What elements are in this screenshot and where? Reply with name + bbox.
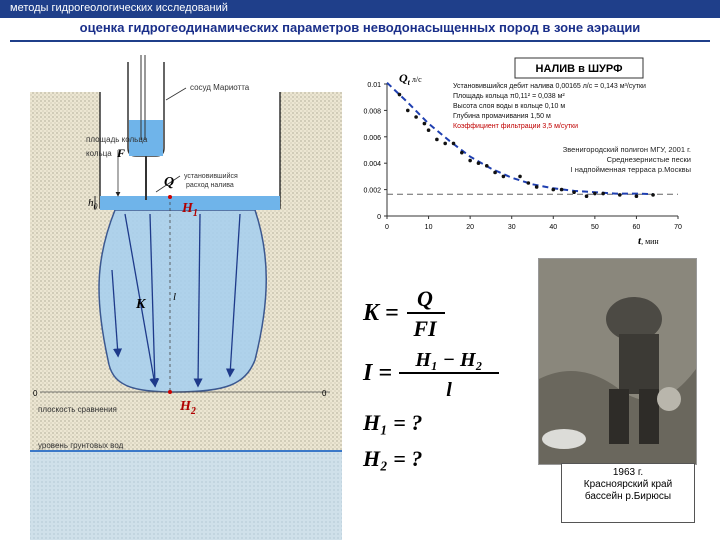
y-tick-label: 0 xyxy=(377,214,381,221)
i-formula-num: H₁ − H₂ xyxy=(415,349,483,371)
y-tick-label: 0.008 xyxy=(363,108,381,116)
infiltration-diagram xyxy=(0,42,360,540)
flow-chart xyxy=(345,56,720,246)
k-label: K xyxy=(136,297,146,312)
x-tick-label: 0 xyxy=(385,224,389,231)
chart-note: Площадь кольца π0,11² = 0,038 м² xyxy=(453,93,565,100)
y-tick-label: 0.01 xyxy=(367,82,381,89)
pit-outline xyxy=(100,92,280,208)
data-point xyxy=(493,171,497,175)
comparison-plane-label: плоскость сравнения xyxy=(38,405,117,414)
x-tick-label: 10 xyxy=(424,224,433,231)
data-point xyxy=(423,122,427,126)
data-point xyxy=(398,93,402,97)
chart-title: НАЛИВ в ШУРФ xyxy=(535,63,623,75)
mariotte-label: сосуд Мариотта xyxy=(190,83,250,92)
photo-image xyxy=(539,259,696,464)
chart-note: Глубина промачивания 1,50 м xyxy=(453,113,551,120)
site-note: I надпойменная терраса р.Москвы xyxy=(570,165,691,174)
zero-left: 0 xyxy=(33,389,38,398)
x-tick-label: 70 xyxy=(674,224,682,231)
data-point xyxy=(477,161,481,165)
i-formula-den: l xyxy=(446,379,452,401)
data-point xyxy=(406,109,410,113)
k-formula-num: Q xyxy=(417,286,433,311)
data-point xyxy=(618,193,622,197)
h2-question: H₂ = ? xyxy=(363,446,423,471)
ring-area-label: площадь кольца xyxy=(86,135,148,144)
data-point xyxy=(414,115,418,119)
h1-label: $H_1$ xyxy=(182,201,198,219)
page-subtitle: оценка гидрогеодинамических параметров неводонасыщенных пород в зоне аэрации xyxy=(79,20,641,35)
wetting-front xyxy=(99,210,266,392)
chart-note: Высота слоя воды в кольце 0,10 м xyxy=(453,103,566,110)
data-point xyxy=(427,128,431,132)
flow-symbol: Q xyxy=(164,175,175,190)
site-note: Звенигородский полигон МГУ, 2001 г. xyxy=(562,145,691,154)
groundwater-zone xyxy=(30,450,342,540)
y-tick-label: 0.004 xyxy=(363,161,381,169)
l-label: l xyxy=(173,291,177,303)
data-point xyxy=(560,188,564,192)
data-point xyxy=(452,142,456,146)
x-tick-label: 30 xyxy=(507,224,516,231)
k-formula-lhs: K = xyxy=(363,300,399,326)
x-tick-label: 60 xyxy=(632,224,641,231)
field-photo xyxy=(538,258,697,465)
x-tick-label: 20 xyxy=(466,224,475,231)
data-point xyxy=(518,175,522,179)
y-tick-label: 0.002 xyxy=(363,187,381,195)
zero-right: 0 xyxy=(322,389,327,398)
data-point xyxy=(551,188,555,192)
formulas xyxy=(355,280,535,480)
ring-area-symbol: F xyxy=(117,146,126,160)
chart-note: Коэффициент фильтрации 3,5 м/сутки xyxy=(453,123,579,130)
x-tick-label: 40 xyxy=(549,224,558,231)
data-point xyxy=(485,164,489,168)
x-tick-label: 50 xyxy=(590,224,599,231)
y-tick-label: 0.006 xyxy=(363,134,381,142)
chart-note: Установившийся дебит налива 0,00165 л/с = 0,143 м³/сутки xyxy=(453,83,646,90)
header-title: методы гидрогеологических исследований xyxy=(10,2,228,14)
data-point xyxy=(593,192,597,196)
h0-label: $h_0$ xyxy=(88,197,98,211)
svg-text:кольца: кольца xyxy=(86,149,112,158)
data-point xyxy=(443,142,447,146)
photo-caption: 1963 г. Красноярский край бассейн р.Бирюсы xyxy=(561,463,695,523)
data-point xyxy=(572,190,576,194)
data-point xyxy=(460,151,464,155)
y-axis-label: $Q_t$ $^{л/с}$ xyxy=(399,71,422,87)
data-point xyxy=(527,181,531,185)
header-bar xyxy=(0,0,720,18)
h2-label: $H_2$ xyxy=(180,399,196,417)
data-point xyxy=(502,175,506,179)
site-note: Среднезернистые пески xyxy=(606,155,691,164)
groundwater-label: уровень грунтовых вод xyxy=(38,441,124,450)
data-point xyxy=(635,194,639,198)
data-point xyxy=(435,138,439,142)
data-point xyxy=(468,159,472,163)
svg-text:расход налива: расход налива xyxy=(186,182,234,189)
data-point xyxy=(651,193,655,197)
data-point xyxy=(601,192,605,196)
steady-flow-label: установившийся xyxy=(184,173,238,180)
data-point xyxy=(585,194,589,198)
i-formula-lhs: I = xyxy=(363,360,393,386)
h1-question: H₁ = ? xyxy=(363,410,423,435)
x-axis-label: t, мин xyxy=(638,235,659,246)
k-formula-den: FI xyxy=(413,316,437,341)
data-point xyxy=(535,185,539,189)
